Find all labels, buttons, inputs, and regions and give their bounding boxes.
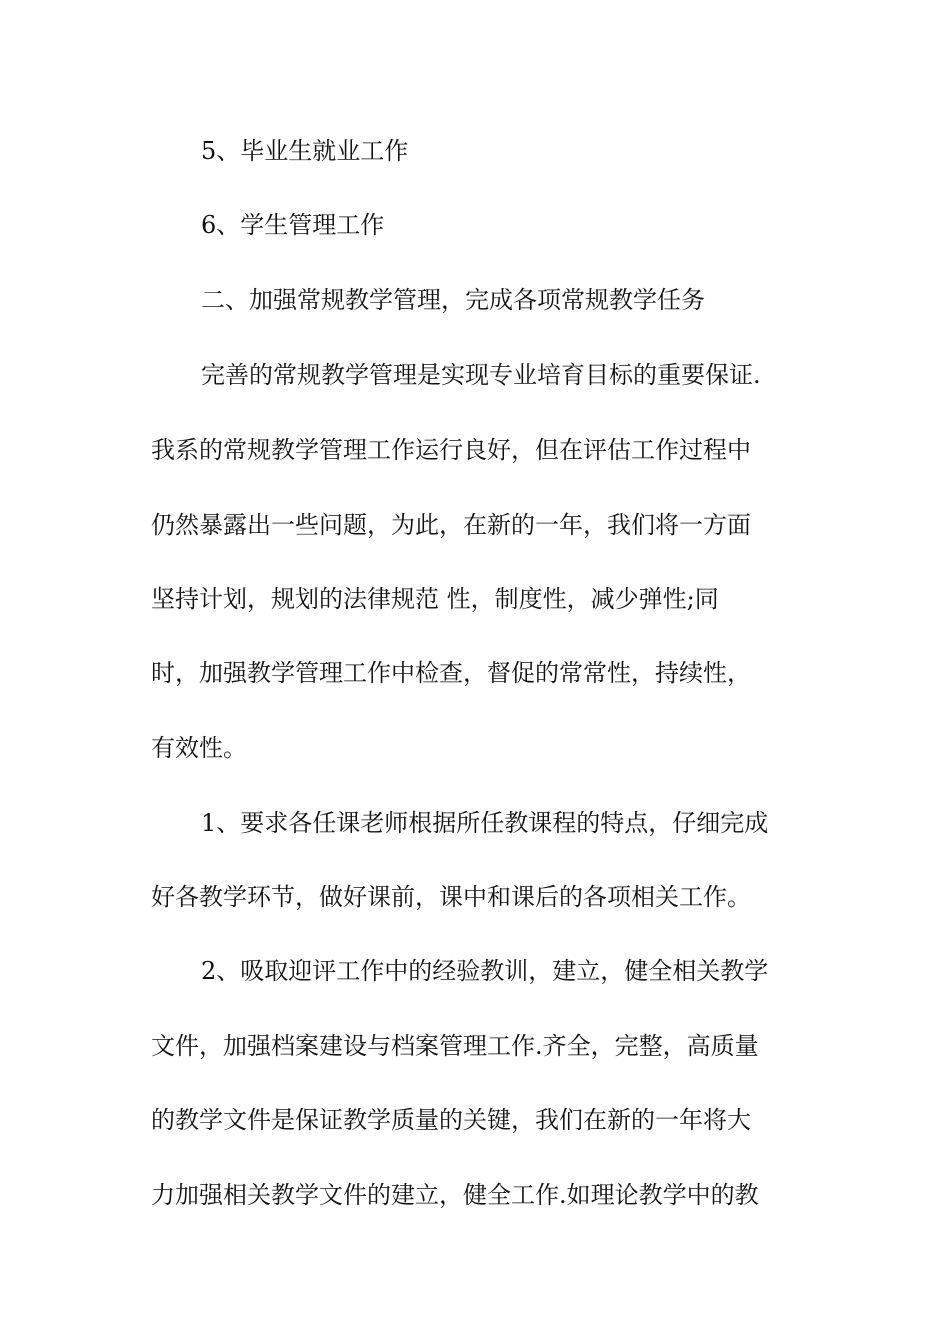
- list-item-student-management: 6、学生管理工作: [201, 211, 385, 239]
- paragraph-line: 有效性。: [151, 734, 247, 762]
- paragraph-line: 时，加强教学管理工作中检查，督促的常常性，持续性，: [151, 659, 751, 687]
- paragraph-line: 仍然暴露出一些问题，为此，在新的一年，我们将一方面: [151, 511, 751, 539]
- numbered-item-line: 2、吸取迎评工作中的经验教训，建立，健全相关教学: [201, 957, 769, 985]
- paragraph-line: 完善的常规教学管理是实现专业培育目标的重要保证.: [201, 361, 761, 389]
- numbered-item-line: 文件，加强档案建设与档案管理工作.齐全，完整，高质量: [151, 1032, 759, 1060]
- numbered-item-line: 1、要求各任课老师根据所任教课程的特点，仔细完成: [201, 809, 769, 837]
- numbered-item-line: 的教学文件是保证教学质量的关键，我们在新的一年将大: [151, 1106, 751, 1134]
- numbered-item-line: 好各教学环节，做好课前，课中和课后的各项相关工作。: [151, 883, 751, 911]
- paragraph-line: 坚持计划，规划的法律规范 性，制度性，减少弹性;同: [151, 585, 719, 613]
- numbered-item-line: 力加强相关教学文件的建立，健全工作.如理论教学中的教: [151, 1181, 759, 1209]
- paragraph-line: 我系的常规教学管理工作运行良好，但在评估工作过程中: [151, 436, 751, 464]
- list-item-graduate-employment: 5、毕业生就业工作: [201, 137, 409, 165]
- section-heading: 二、加强常规教学管理，完成各项常规教学任务: [201, 286, 705, 314]
